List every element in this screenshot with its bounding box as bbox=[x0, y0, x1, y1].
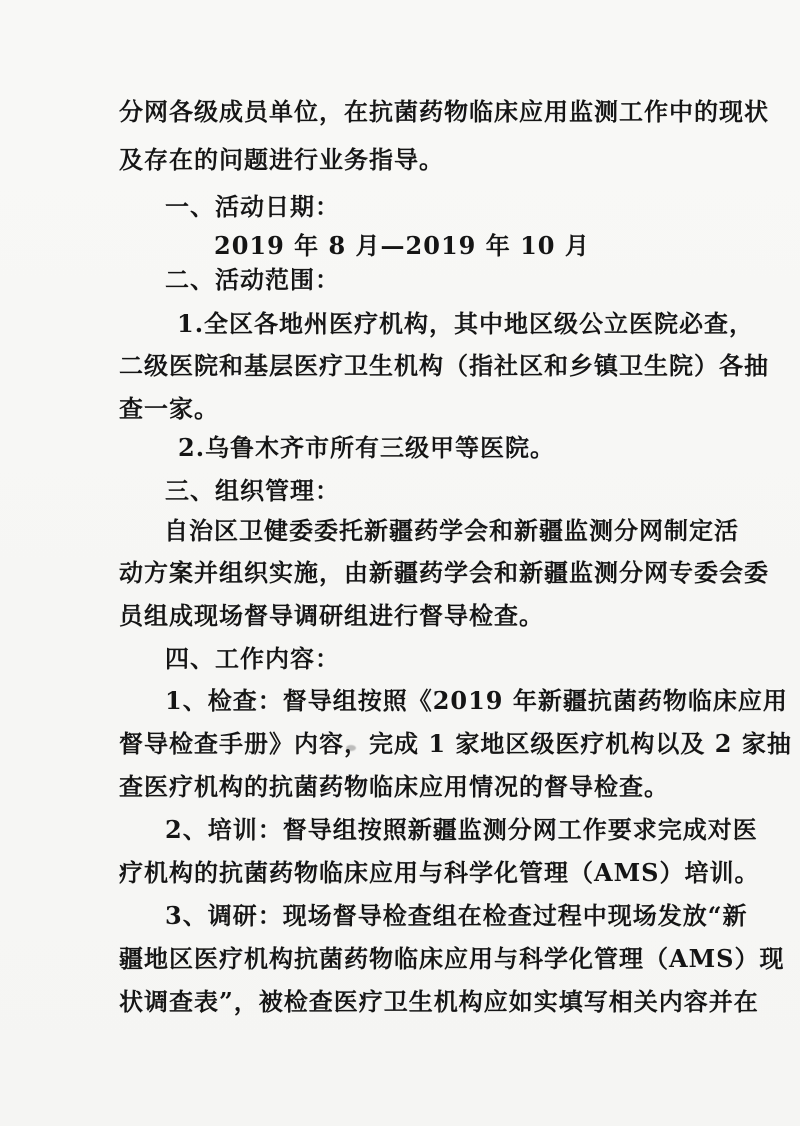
body-line: 2、培训：督导组按照新疆监测分网工作要求完成对医 bbox=[165, 815, 758, 844]
body-line: 查医疗机构的抗菌药物临床应用情况的督导检查。 bbox=[119, 772, 669, 801]
body-line: 3、调研：现场督导检查组在检查过程中现场发放“新 bbox=[165, 901, 748, 930]
body-line: 1、检查：督导组按照《2019 年新疆抗菌药物临床应用 bbox=[165, 686, 788, 715]
body-line: 自治区卫健委委托新疆药学会和新疆监测分网制定活 bbox=[164, 516, 739, 545]
body-line: 二级医院和基层医疗卫生机构（指社区和乡镇卫生院）各抽 bbox=[119, 351, 769, 380]
body-line: 1.全区各地州医疗机构，其中地区级公立医院必查， bbox=[177, 309, 755, 338]
body-line: 疗机构的抗菌药物临床应用与科学化管理（AMS）培训。 bbox=[119, 858, 760, 887]
body-line: 状调查表”，被检查医疗卫生机构应如实填写相关内容并在 bbox=[119, 987, 759, 1016]
body-line: 督导检查手册》内容，完成 1 家地区级医疗机构以及 2 家抽 bbox=[119, 729, 792, 758]
scan-speck bbox=[346, 745, 356, 751]
section-heading-work-content: 四、工作内容： bbox=[165, 644, 340, 673]
section-heading-date: 一、活动日期： bbox=[165, 192, 340, 221]
section-heading-scope: 二、活动范围： bbox=[165, 265, 340, 294]
body-line: 分网各级成员单位，在抗菌药物临床应用监测工作中的现状 bbox=[119, 97, 769, 126]
body-line: 动方案并组织实施，由新疆药学会和新疆监测分网专委会委 bbox=[119, 558, 769, 587]
body-line: 疆地区医疗机构抗菌药物临床应用与科学化管理（AMS）现 bbox=[119, 944, 785, 973]
body-line: 2019 年 8 月—2019 年 10 月 bbox=[214, 231, 590, 260]
body-line: 查一家。 bbox=[119, 394, 219, 423]
body-line: 2.乌鲁木齐市所有三级甲等医院。 bbox=[178, 433, 556, 462]
section-heading-management: 三、组织管理： bbox=[165, 476, 340, 505]
body-line: 及存在的问题进行业务指导。 bbox=[119, 145, 444, 174]
body-line: 员组成现场督导调研组进行督导检查。 bbox=[119, 601, 544, 630]
